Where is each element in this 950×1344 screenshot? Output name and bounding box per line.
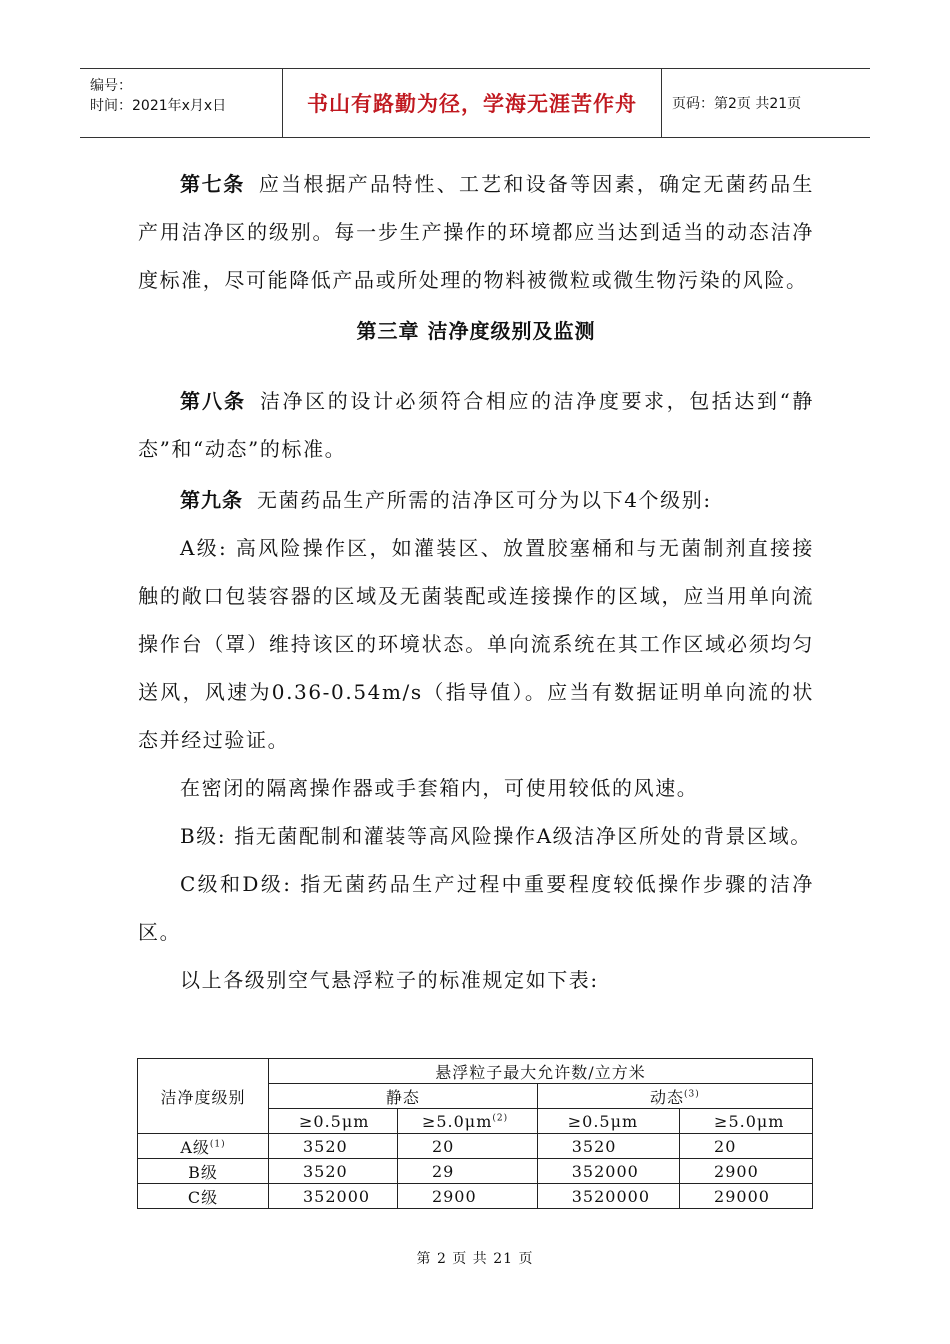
chapter-title: 第三章 洁净度级别及监测 [356, 319, 596, 343]
header-meta [80, 69, 283, 137]
table-row [138, 1184, 813, 1209]
value-cell: 2900 [680, 1159, 813, 1184]
article-8 [138, 377, 814, 473]
grade-a-description: A级: 高风险操作区，如灌装区、放置胶塞桶和与无菌制剂直接接触的敞口包装容器的区域及无菌装配或连接操作的区域，应当用单向流操作台（罩）维持该区的环境状态。单向流系统在其工作区域必须均匀送风，风速为0.36-0.54m/s（指导值）。应当有数据证明单向流的状态并经过验证。 [138, 536, 814, 752]
grade-cd-description: C级和D级: 指无菌药品生产过程中重要程度较低操作步骤的洁净区。 [138, 872, 814, 944]
article-7-text: 应当根据产品特性、工艺和设备等因素，确定无菌药品生产用洁净区的级别。每一步生产操作的环境都应当达到适当的动态洁净度标准，尽可能降低产品或所处理的物料被微粒或微生物污染的风险。 [138, 172, 815, 292]
article-7 [138, 160, 814, 304]
article-9 [138, 476, 814, 524]
page-footer: 第 2 页 共 21 页 [416, 1251, 534, 1267]
header-static: 静态 [269, 1084, 538, 1109]
grade-cell: B级 [138, 1159, 269, 1184]
header-grade: 洁净度级别 [138, 1059, 269, 1134]
value-cell: 3520 [537, 1134, 679, 1159]
document-body [138, 160, 814, 1004]
value-cell: 3520 [269, 1134, 398, 1159]
page-header [80, 68, 870, 138]
header-motto-cell [283, 69, 662, 137]
article-9-text: 无菌药品生产所需的洁净区可分为以下4个级别: [257, 488, 712, 512]
value-cell: 29000 [680, 1184, 813, 1209]
grade-cell: C级 [138, 1184, 269, 1209]
document-number: 编号： [90, 78, 132, 94]
value-cell: 20 [680, 1134, 813, 1159]
article-8-text: 洁净区的设计必须符合相应的洁净度要求，包括达到“静态”和“动态”的标准。 [138, 389, 814, 461]
header-particle-limit: 悬浮粒子最大允许数/立方米 [269, 1059, 813, 1084]
article-8-label: 第八条 [180, 389, 246, 413]
table-row [138, 1134, 813, 1159]
article-7-label: 第七条 [180, 172, 245, 196]
header-dynamic: 动态$^{(3)}$ [537, 1084, 812, 1109]
value-cell: 3520000 [537, 1184, 679, 1209]
value-cell: 3520 [269, 1159, 398, 1184]
value-cell: 352000 [537, 1159, 679, 1184]
table-row [138, 1159, 813, 1184]
value-cell: 29 [397, 1159, 537, 1184]
isolator-note: 在密闭的隔离操作器或手套箱内，可使用较低的风速。 [180, 776, 699, 800]
grade-b-description: B级: 指无菌配制和灌装等高风险操作A级洁净区所处的背景区域。 [180, 824, 812, 848]
header-page-info: 页码：第2页 共21页 [672, 96, 802, 112]
article-9-label: 第九条 [180, 488, 243, 512]
header-static-05: ≥0.5μm [269, 1109, 398, 1134]
grade-cell: A级$^{(1)}$ [138, 1134, 269, 1159]
value-cell: 20 [397, 1134, 537, 1159]
particle-standards-table [137, 1058, 813, 1209]
document-date: 时间：2021年x月x日 [90, 98, 227, 114]
header-dynamic-50: ≥5.0μm [680, 1109, 813, 1134]
header-static-50: $\ge 5.0\mu m^{(2)}$ [397, 1109, 537, 1134]
value-cell: 2900 [397, 1184, 537, 1209]
table-intro: 以上各级别空气悬浮粒子的标准规定如下表: [180, 968, 599, 992]
header-motto: 书山有路勤为径，学海无涯苦作舟 [307, 92, 637, 116]
value-cell: 352000 [269, 1184, 398, 1209]
header-dynamic-05: ≥0.5μm [537, 1109, 679, 1134]
